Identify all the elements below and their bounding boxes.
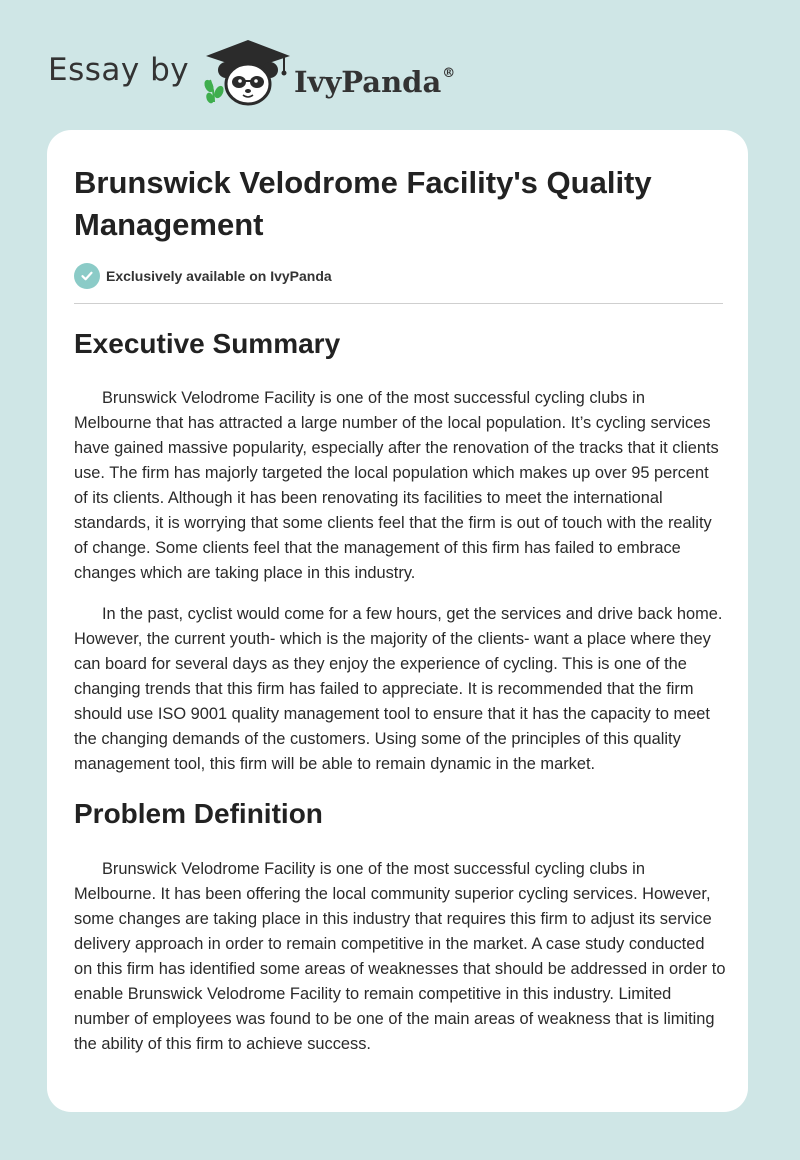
brand-label: IvyPanda <box>294 65 442 99</box>
divider <box>74 303 723 304</box>
essay-by-label: Essay by <box>48 52 190 88</box>
article-card <box>47 130 748 1112</box>
page-title: Brunswick Velodrome Facility's Quality Management <box>74 165 652 242</box>
paragraph: Brunswick Velodrome Facility is one of the most successful cycling clubs in Melbourne that has attracted a large number of the local population. It’s cycling services have gained massive popularity, especially after the renovation of the tracks that it clients use. The firm has majorly targeted the local population which makes up over 95 percent of its clients. Although it has been renovating its facilities to meet the international standards, it is worrying that some clients feel that the firm is out of touch with the reality of change. Some clients feel that the management of this firm has failed to embrace changes which are taking place in this industry. <box>74 389 719 582</box>
exclusive-badge <box>74 263 332 289</box>
paragraph: In the past, cyclist would come for a few hours, get the services and drive back home. However, the current youth- which is the majority of the clients- want a place where they can board for several days as they enjoy the experience of cycling. This is one of the changing trends that this firm has failed to appreciate. It is recommended that the firm should use ISO 9001 quality management tool to ensure that it has the capacity to meet the changing demands of the customers. Using some of the principles of this quality management tool, this firm will be able to remain dynamic in the market. <box>74 605 723 773</box>
article-body <box>74 323 726 1057</box>
check-circle-icon <box>74 263 100 289</box>
paragraph: Brunswick Velodrome Facility is one of the most successful cycling clubs in Melbourne. It has been offering the local community superior cycling services. However, some changes are taking place in this industry that requires this firm to adjust its service delivery approach in order to remain competitive in the market. A case study conducted on this firm has identified some areas of weaknesses that should be addressed in order to enable Brunswick Velodrome Facility to remain competitive in this industry. Limited number of employees was found to be one of the main areas of weakness that is limiting the ability of this firm to achieve success. <box>74 860 726 1053</box>
panda-graduate-icon <box>200 36 296 108</box>
section-heading-executive-summary: Executive Summary <box>74 328 341 359</box>
registered-mark: ® <box>442 66 456 81</box>
brand-name[interactable] <box>294 54 455 102</box>
badge-text: Exclusively available on IvyPanda <box>106 268 332 284</box>
section-heading-problem-definition: Problem Definition <box>74 798 323 829</box>
site-header <box>0 0 800 130</box>
